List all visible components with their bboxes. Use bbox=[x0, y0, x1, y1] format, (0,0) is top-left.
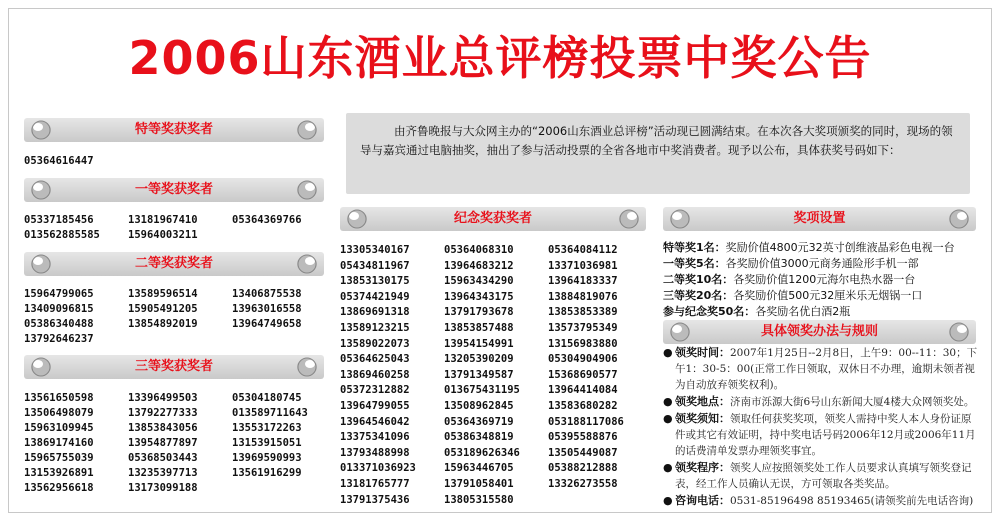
winner-number: 13561650598 bbox=[24, 392, 94, 404]
winner-number: 13553172263 bbox=[232, 422, 302, 434]
winner-number: 05304180745 bbox=[232, 392, 302, 404]
rule-item bbox=[663, 460, 981, 492]
rules-band bbox=[663, 320, 976, 344]
winner-number: 13508962845 bbox=[444, 399, 514, 412]
winner-number: 13964683212 bbox=[444, 259, 514, 272]
rules-heading: 具体领奖办法与规则 bbox=[760, 324, 878, 339]
winner-number: 13153926891 bbox=[24, 467, 94, 479]
winner-number: 13853130175 bbox=[340, 275, 410, 288]
second-prize-heading: 二等奖获奖者 bbox=[134, 256, 213, 271]
grand-prize-band bbox=[24, 118, 324, 142]
winner-number: 13964799055 bbox=[340, 399, 410, 412]
winner-number: 13853843056 bbox=[128, 422, 198, 434]
winner-number: 13506498079 bbox=[24, 407, 94, 419]
first-prize-heading: 一等奖获奖者 bbox=[134, 182, 213, 197]
winner-number: 13869691318 bbox=[340, 306, 410, 319]
winner-number: 13964546042 bbox=[340, 415, 410, 428]
prize-level: 二等奖10名： bbox=[663, 273, 734, 286]
winner-number: 13235397713 bbox=[128, 467, 198, 479]
winner-number: 13793488998 bbox=[340, 446, 410, 459]
winner-number: 05434811967 bbox=[340, 259, 410, 272]
winner-number: 15963109945 bbox=[24, 422, 94, 434]
winner-number: 05372312882 bbox=[340, 384, 410, 397]
winner-number: 13409096815 bbox=[24, 303, 94, 315]
winner-number: 13583680282 bbox=[548, 399, 618, 412]
winner-number: 13854892019 bbox=[128, 318, 198, 330]
rule-text: 领取任何获奖奖项，领奖人需持中奖人本人身份证原件或其它有效证明，持中奖电话号码2006年12月或2006年11月的话费清单发票办理领奖事宜。 bbox=[675, 413, 976, 457]
winner-number: 13792646237 bbox=[24, 333, 94, 345]
winner-number: 13963016558 bbox=[232, 303, 302, 315]
winner-number: 053189626346 bbox=[444, 446, 520, 459]
winner-number: 15964003211 bbox=[128, 229, 198, 241]
winner-number: 13589596514 bbox=[128, 288, 198, 300]
rule-item bbox=[663, 345, 981, 393]
winner-number: 15963446705 bbox=[444, 462, 514, 475]
winner-number: 13305340167 bbox=[340, 244, 410, 256]
winner-number: 013371036923 bbox=[340, 462, 416, 475]
winner-number: 13791793678 bbox=[444, 306, 514, 319]
winner-number: 15368690577 bbox=[548, 368, 618, 381]
prize-level: 参与纪念奖50名： bbox=[663, 305, 756, 318]
prize-level: 三等奖20名： bbox=[663, 289, 734, 302]
rule-label: 领奖时间： bbox=[675, 346, 730, 359]
memorial-prize-numbers bbox=[340, 243, 646, 508]
ball-icon bbox=[948, 322, 970, 342]
prize-settings-heading: 奖项设置 bbox=[793, 211, 846, 226]
winner-number: 13173099188 bbox=[128, 482, 198, 494]
prize-row bbox=[663, 304, 983, 320]
prize-desc: 奖励价值4800元32英寸创维液晶彩色电视一台 bbox=[725, 241, 955, 254]
winner-number: 05364084112 bbox=[548, 244, 618, 256]
winner-number: 05364369719 bbox=[444, 415, 514, 428]
ball-icon bbox=[296, 254, 318, 274]
grand-prize-numbers bbox=[24, 154, 324, 169]
rule-label: 领奖地点： bbox=[675, 395, 730, 408]
winner-number: 013675431195 bbox=[444, 384, 520, 397]
bullet-icon: ● bbox=[663, 412, 673, 425]
third-prize-numbers bbox=[24, 391, 324, 496]
rule-item bbox=[663, 493, 981, 509]
rule-item bbox=[663, 411, 981, 459]
bullet-icon: ● bbox=[663, 494, 673, 507]
winner-number: 13371036981 bbox=[548, 259, 618, 272]
bullet-icon: ● bbox=[663, 346, 673, 359]
rule-item bbox=[663, 394, 981, 410]
prize-row bbox=[663, 256, 983, 272]
first-prize-band bbox=[24, 178, 324, 202]
bullet-icon: ● bbox=[663, 461, 673, 474]
winner-number: 13589123215 bbox=[340, 321, 410, 334]
rules-list bbox=[663, 345, 981, 510]
winner-number: 13156983880 bbox=[548, 337, 618, 350]
winner-number: 05364068310 bbox=[444, 244, 514, 256]
winner-number: 13561916299 bbox=[232, 467, 302, 479]
winner-number: 05368503443 bbox=[128, 452, 198, 464]
winner-number: 13792277333 bbox=[128, 407, 198, 419]
winner-number: 13805315580 bbox=[444, 493, 514, 506]
prize-desc: 各奖励价值1200元海尔电热水器一台 bbox=[733, 273, 916, 286]
winner-number: 13181967410 bbox=[128, 214, 198, 226]
ball-icon bbox=[296, 357, 318, 377]
winner-number: 013589711643 bbox=[232, 407, 308, 419]
winner-number: 13853857488 bbox=[444, 321, 514, 334]
winner-number: 13505449087 bbox=[548, 446, 618, 459]
winner-number: 13964414084 bbox=[548, 384, 618, 397]
winner-number: 13964183337 bbox=[548, 275, 618, 288]
prize-desc: 各奖励价值500元32厘米乐无烟锅一口 bbox=[733, 289, 923, 302]
ball-icon bbox=[948, 209, 970, 229]
winner-number: 13375341096 bbox=[340, 431, 410, 444]
winner-number: 15965755039 bbox=[24, 452, 94, 464]
winner-number: 13884819076 bbox=[548, 290, 618, 303]
winner-number: 05364616447 bbox=[24, 155, 94, 167]
winner-number: 15905491205 bbox=[128, 303, 198, 315]
winner-number: 15963434290 bbox=[444, 275, 514, 288]
winner-number: 13969590993 bbox=[232, 452, 302, 464]
winner-number: 05386348819 bbox=[444, 431, 514, 444]
ball-icon bbox=[618, 209, 640, 229]
winner-number: 13589022073 bbox=[340, 337, 410, 350]
intro-paragraph: 由齐鲁晚报与大众网主办的“2006山东酒业总评榜”活动现已圆满结束。在本次各大奖项颁奖的同时，现场的领导与嘉宾通过电脑抽奖，抽出了参与活动投票的全省各地市中奖消费者。现予以公布，具体获奖号码如下： bbox=[346, 113, 970, 194]
winner-number: 013562885585 bbox=[24, 229, 100, 241]
page-title: 2006山东酒业总评榜投票中奖公告 bbox=[128, 31, 872, 85]
second-prize-band bbox=[24, 252, 324, 276]
rule-text: 2007年1月25日--2月8日，上午9：00--11：30；下午1：30-5：00(正常工作日领取，双休日不办理，逾期未领者视为自动放弃领奖权利)。 bbox=[675, 347, 978, 391]
winner-number: 05386340488 bbox=[24, 318, 94, 330]
winner-number: 053188117086 bbox=[548, 415, 624, 428]
prize-desc: 各奖励名优白酒2瓶 bbox=[755, 305, 851, 318]
third-prize-band bbox=[24, 355, 324, 379]
winner-number: 13573795349 bbox=[548, 321, 618, 334]
prize-desc: 各奖励价值3000元商务通险形手机一部 bbox=[725, 257, 919, 270]
winner-number: 05374421949 bbox=[340, 290, 410, 303]
winner-number: 05364625043 bbox=[340, 353, 410, 366]
first-prize-numbers bbox=[24, 213, 324, 243]
prize-settings-list bbox=[663, 240, 983, 320]
prize-level: 一等奖5名： bbox=[663, 257, 726, 270]
winner-number: 05388212888 bbox=[548, 462, 618, 475]
prize-row bbox=[663, 240, 983, 256]
rule-text: 0531-85196498 85193465(请领奖前先电话咨询) bbox=[730, 495, 974, 507]
memorial-prize-band bbox=[340, 207, 646, 231]
winner-number: 13326273558 bbox=[548, 477, 618, 490]
third-prize-heading: 三等奖获奖者 bbox=[134, 359, 213, 374]
winner-number: 05337185456 bbox=[24, 214, 94, 226]
winner-number: 15964799065 bbox=[24, 288, 94, 300]
winner-number: 13954154991 bbox=[444, 337, 514, 350]
ball-icon bbox=[296, 120, 318, 140]
winner-number: 13205390209 bbox=[444, 353, 514, 366]
prize-row bbox=[663, 272, 983, 288]
winner-number: 13954877897 bbox=[128, 437, 198, 449]
winner-number: 13964343175 bbox=[444, 290, 514, 303]
prize-settings-band bbox=[663, 207, 976, 231]
memorial-prize-heading: 纪念奖获奖者 bbox=[453, 211, 532, 226]
rule-label: 领奖程序： bbox=[675, 461, 730, 474]
winner-number: 13153915051 bbox=[232, 437, 302, 449]
winner-number: 13869174160 bbox=[24, 437, 94, 449]
bullet-icon: ● bbox=[663, 395, 673, 408]
ball-icon bbox=[296, 180, 318, 200]
second-prize-numbers bbox=[24, 287, 324, 347]
rule-text: 济南市泺源大街6号山东新闻大厦4楼大众网领奖处。 bbox=[730, 396, 975, 408]
prize-level: 特等奖1名： bbox=[663, 241, 726, 254]
winner-number: 13406875538 bbox=[232, 288, 302, 300]
winner-number: 13562956618 bbox=[24, 482, 94, 494]
rule-label: 领奖须知： bbox=[675, 412, 730, 425]
winner-number: 05395588876 bbox=[548, 431, 618, 444]
winner-number: 13791349587 bbox=[444, 368, 514, 381]
winner-number: 13181765777 bbox=[340, 477, 410, 490]
rule-text: 领奖人应按照领奖处工作人员要求认真填写领奖登记表，经工作人员确认无误，方可领取各类奖品。 bbox=[675, 462, 972, 490]
winner-number: 13791375436 bbox=[340, 493, 410, 506]
winner-number: 13791058401 bbox=[444, 477, 514, 490]
prize-row bbox=[663, 288, 983, 304]
rule-label: 咨询电话： bbox=[675, 494, 730, 507]
winner-number: 05304904906 bbox=[548, 353, 618, 366]
winner-number: 13869460258 bbox=[340, 368, 410, 381]
winner-number: 13396499503 bbox=[128, 392, 198, 404]
winner-number: 13853853389 bbox=[548, 306, 618, 319]
grand-prize-heading: 特等奖获奖者 bbox=[134, 122, 213, 137]
winner-number: 05364369766 bbox=[232, 214, 302, 226]
winner-number: 13964749658 bbox=[232, 318, 302, 330]
